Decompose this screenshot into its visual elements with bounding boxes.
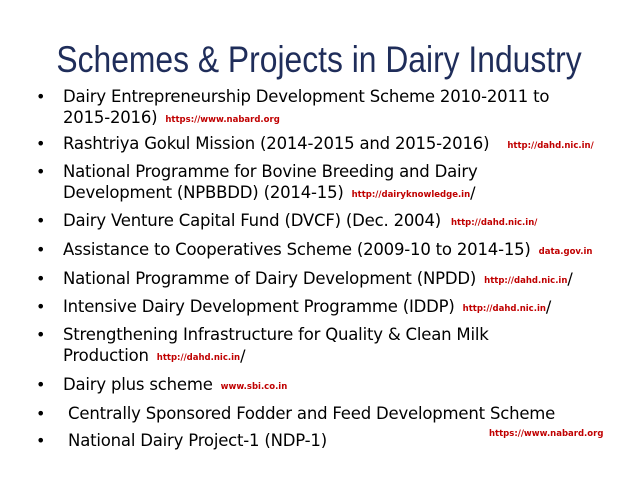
item-text: 2015-2016) — [63, 108, 158, 127]
source-link[interactable]: http://dahd.nic.in — [484, 276, 568, 286]
item-text: Centrally Sponsored Fodder and Feed Development Scheme — [63, 404, 556, 423]
item-text: Dairy Venture Capital Fund (DVCF) (Dec. 2004) — [63, 211, 441, 230]
bullet-icon: • — [36, 297, 46, 316]
bullet-icon: • — [36, 162, 46, 181]
item-text: National Dairy Project-1 (NDP-1) — [63, 431, 327, 450]
source-link[interactable]: https://www.nabard.org — [165, 115, 280, 125]
item-text: Intensive Dairy Development Programme (IDDP) — [63, 297, 455, 316]
source-link[interactable]: http://dahd.nic.in/ — [507, 141, 594, 151]
item-text: National Programme of Dairy Development (NPDD) — [63, 269, 477, 288]
item-text: Rashtriya Gokul Mission (2014-2015 and 2015-2016) — [63, 134, 490, 153]
bullet-icon: • — [36, 211, 46, 230]
item-text: National Programme for Bovine Breeding and Dairy — [63, 162, 478, 181]
link-suffix: / — [240, 346, 246, 365]
footer-source-link[interactable]: https://www.nabard.org — [489, 429, 604, 439]
item-text: Dairy plus scheme — [63, 375, 213, 394]
bullet-icon: • — [36, 325, 46, 344]
source-link[interactable]: http://dairyknowledge.in — [351, 190, 471, 200]
slide-title: Schemes & Projects in Dairy Industry — [56, 39, 582, 80]
item-text: Assistance to Cooperatives Scheme (2009-10 to 2014-15) — [63, 240, 531, 259]
source-link[interactable]: http://dahd.nic.in — [156, 353, 241, 363]
source-link[interactable]: http://dahd.nic.in/ — [451, 218, 538, 228]
bullet-icon: • — [36, 404, 46, 423]
link-suffix: / — [545, 297, 552, 316]
source-link[interactable]: data.gov.in — [538, 247, 593, 257]
bullet-icon: • — [36, 375, 46, 394]
link-suffix: / — [567, 269, 573, 288]
source-link[interactable]: http://dahd.nic.in — [462, 304, 546, 314]
item-text: Strengthening Infrastructure for Quality & Clean Milk — [63, 325, 489, 344]
item-text: Production — [63, 346, 149, 365]
link-suffix: / — [470, 183, 476, 202]
bullet-icon: • — [36, 134, 46, 153]
source-link[interactable]: www.sbi.co.in — [220, 382, 288, 392]
bullet-icon: • — [36, 269, 46, 288]
item-text: Development (NPBBDD) (2014-15) — [63, 183, 344, 202]
bullet-icon: • — [36, 431, 46, 450]
bullet-icon: • — [36, 87, 46, 106]
bullet-icon: • — [36, 240, 46, 259]
item-text: Dairy Entrepreneurship Development Scheme 2010-2011 to — [63, 87, 550, 106]
